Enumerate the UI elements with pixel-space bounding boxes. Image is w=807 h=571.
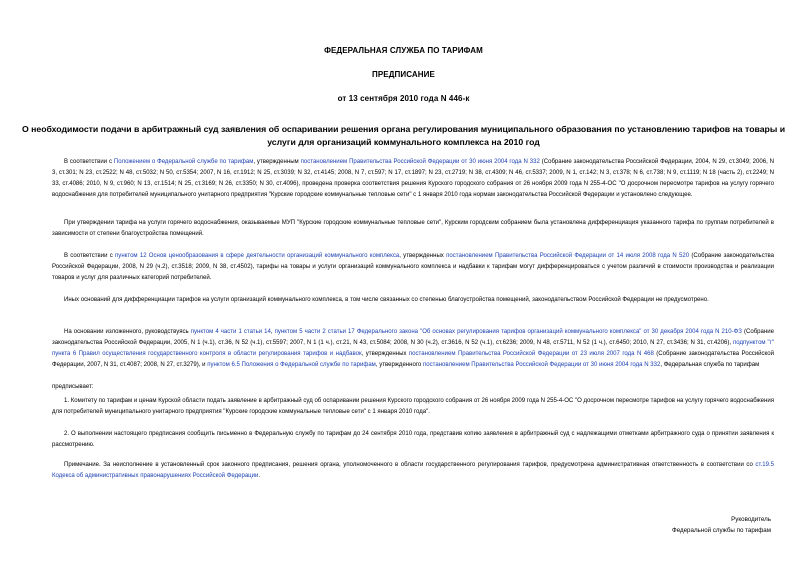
text-fragment: , утвержденных [399, 253, 447, 259]
text-fragment: (Собрание законодательства Российской Федерации, 2007, N 31, ст.4087; 2008, N 27, ст.3279), и [52, 351, 774, 369]
paragraph-legal-grounds [52, 327, 774, 371]
link-government-decree-520[interactable]: постановлением Правительства Российской Федерации от 14 июля 2008 года N 520 [446, 253, 690, 259]
text-fragment: (Собрание законодательства Российской Федерации, 2008, N 29 (ч.2), ст.3518; 2009, N 38, ст.4502), тарифы на товары и услуги организаций коммунального комплекса и надбавки к тарифам могут дифференцироваться с учетом различий в стоимости производства и реализации товаров и услуг для различных категорий потребителей. [52, 253, 775, 282]
paragraph-finding: При утверждении тарифа на услуги горячего водоснабжения, оказываемые МУП "Курские городские коммунальные тепловые сети", Курским городским собранием была установлена дифференциация указанного тарифа по группам потребителей в зависимости от степени благоустройства помещений. [52, 220, 774, 238]
text-fragment: , утвержденным [253, 159, 301, 165]
text-fragment: В соответствии с [64, 159, 114, 165]
document-subject: О необходимости подачи в арбитражный суд заявления об оспаривании решения органа регулирования муниципального образования по установлению тарифов на товары и услуги для организаций коммунального комплекса на 2010 год [21, 124, 786, 147]
paragraph-no-grounds: Иных оснований для дифференциации тарифов на услуги организаций коммунального комплекса, в том числе связанных со степенью благоустройства помещений, законодательством Российской Федерации не предусмотрено. [64, 297, 709, 303]
paragraph-item-1: 1. Комитету по тарифам и ценам Курской области подать заявление в арбитражный суд об оспаривании решения Курского городского собрания от 26 ноября 2009 года N 255-4-ОС "О досрочном пересмотре тарифов на услугу горячего водоснабжения для потребителей муниципального унитарного предприятия "Курские городские коммунальные тепловые сети" с 1 января 2010 года". [52, 398, 774, 416]
document-type: ПРЕДПИСАНИЕ [372, 70, 435, 79]
signature-organization: Федеральной службы по тарифам [672, 527, 771, 534]
text-fragment: В соответствии с [64, 253, 116, 259]
link-fst-regulation-item-6-5[interactable]: пунктом 6.5 Положения о Федеральной службе по тарифам [207, 362, 376, 369]
paragraph-pricing-basis [52, 251, 774, 284]
signature-block [672, 514, 771, 536]
link-government-decree-468[interactable]: постановлением Правительства Российской Федерации от 23 июля 2007 года N 468 [408, 351, 654, 358]
text-fragment: На основании изложенного, руководствуясь [64, 329, 191, 335]
paragraph-note [52, 460, 774, 482]
document-date: от 13 сентября 2010 года N 446-к [337, 94, 470, 103]
text-fragment: Примечание. За неисполнение в установленный срок законного предписания, решения органа, уполномоченного в области государственного регулирования тарифов, предусмотрена административная ответственность в соответствии со [64, 462, 756, 468]
link-government-decree-332[interactable]: постановлением Правительства Российской Федерации от 30 июня 2004 года N 332 [300, 159, 540, 165]
text-fragment: . [258, 473, 261, 480]
text-fragment: (Собрание законодательства Российской Федерации, 2005, N 1 (ч.1), ст.36, N 52 (ч.1), ст.5597; 2007, N 1 (1 ч.), ст.21, N 43, ст.5084; 2008, N 30 (ч.2), ст.3616, N 52 (ч.1), ст.6236; 2009, N 48, ст.5711, N 52 (1 ч.), ст.6450; 2010, N 27, ст.3436; N 31, ст.4206), [52, 329, 774, 347]
agency-title: ФЕДЕРАЛЬНАЯ СЛУЖБА ПО ТАРИФАМ [324, 46, 483, 55]
text-fragment: , утвержденного [375, 362, 423, 369]
text-fragment: , [270, 329, 275, 335]
text-fragment: , Федеральная служба по тарифам [660, 362, 760, 369]
signature-position: Руководитель [731, 516, 771, 523]
text-fragment: , утвержденных [361, 351, 409, 358]
link-article-14[interactable]: пунктом 4 части 1 статьи 14 [190, 329, 271, 335]
text-fragment: (Собрание законодательства Российской Федерации, 2004, N 29, ст.3049; 2006, N 3, ст.301; N 23, ст.2522; N 48, ст.5032; N 50, ст.5354; 2007, N 16, ст.1912; N 25, ст.3039; N 32, ст.4145; 2008, N 7, ст.597; N 17, ст.1897; N 23, ст.2719; N 38, ст.4309; N 46, ст.5337; 2009, N 1, ст.142; N 3, ст.378; N 6, ст.738; N 9, ст.1119; N 18 (часть 2), ст.2249; N 33, ст.4086; 2010, N 9, ст.960; N 13, ст.1514; N 25, ст.3169; N 26, ст.3350; N 30, ст.4096), проведена проверка соответствия решения Курского городского собрания от 26 ноября 2009 года N 255-4-ОС "О досрочном пересмотре тарифов на услугу горячего водоснабжения для потребителей муниципального унитарного предприятия "Курские городские коммунальные тепловые сети" с 1 января 2010 года нормам законодательства Российской Федерации и установлено следующее. [52, 159, 774, 199]
link-control-rules-item-6[interactable]: подпунктом "г" пункта 6 Правил осуществления государственного контроля в области регулирования тарифов и надбавок [52, 340, 774, 358]
paragraph-basis [52, 157, 774, 201]
link-government-decree-332[interactable]: постановлением Правительства Российской Федерации от 30 июня 2004 года N 332 [422, 362, 661, 369]
paragraph-prescribes: предписывает: [52, 384, 94, 390]
link-fst-regulation[interactable]: Положением о Федеральной службе по тарифам [113, 159, 254, 165]
link-federal-law-210[interactable]: пунктом 5 части 2 статьи 17 Федерального закона "Об основах регулирования тарифов организаций коммунального комплекса" от 30 декабря 2004 года N 210-ФЗ [274, 329, 742, 335]
link-koap-article-19-5[interactable]: ст.19.5 Кодекса об административных правонарушениях Российской Федерации [52, 462, 774, 480]
link-pricing-basics-item-12[interactable]: пунктом 12 Основ ценообразования в сфере деятельности организаций коммунального комплекса [115, 253, 400, 259]
paragraph-item-2: 2. О выполнении настоящего предписания сообщить письменно в Федеральную службу по тарифам до 24 сентября 2010 года, представив копию заявления в арбитражный суд с надлежащими отметками арбитражного суда о принятии заявления к рассмотрению. [52, 431, 774, 449]
